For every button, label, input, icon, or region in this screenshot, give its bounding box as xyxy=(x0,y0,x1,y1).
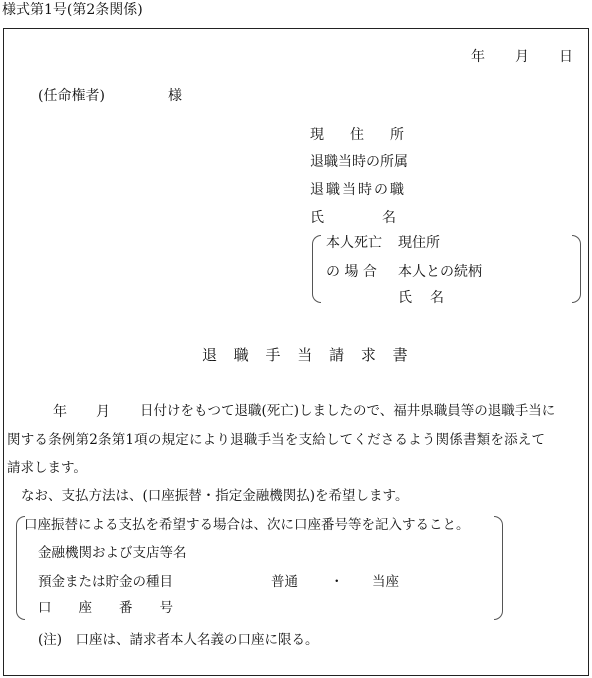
bank-instruction: 口座振替による支払を希望する場合は、次に口座番号等を記入すること。 xyxy=(24,517,470,533)
deposit-type-separator: ・ xyxy=(330,574,344,590)
body-line2: 関する条例第2条第1項の規定により退職手当を支給してくださるよう関係書類を添えて xyxy=(7,432,546,448)
applicant-name-label: 氏 名 xyxy=(310,210,400,226)
death-case-left-bracket xyxy=(312,235,321,303)
body-line4: なお、支払方法は、(口座振替・指定金融機関払)を希望します。 xyxy=(21,488,409,504)
date-month-label: 月 xyxy=(515,49,529,65)
form-number: 様式第1号(第2条関係) xyxy=(2,2,143,18)
date-day-label: 日 xyxy=(559,49,573,65)
body-year-label: 年 xyxy=(53,404,67,420)
date-year-label: 年 xyxy=(471,49,485,65)
note-text: (注) 口座は、請求者本人名義の口座に限る。 xyxy=(38,632,319,648)
current-address-label: 現 住 所 xyxy=(310,127,410,143)
death-case-address-label: 現住所 xyxy=(398,235,440,251)
dept-at-retirement-label: 退職当時の所属 xyxy=(310,154,408,170)
body-month-label: 月 xyxy=(96,404,110,420)
addressee-suffix: 様 xyxy=(168,88,182,104)
addressee-label: (任命権者) xyxy=(38,88,105,104)
account-number-label: 口 座 番 号 xyxy=(38,600,173,616)
death-case-relationship-label: 本人との続柄 xyxy=(398,264,482,280)
deposit-type-label: 預金または貯金の種目 xyxy=(38,574,173,590)
death-case-label-line2: の 場 合 xyxy=(326,264,377,280)
death-case-right-bracket xyxy=(572,235,581,303)
bank-box-right-bracket xyxy=(494,516,503,620)
body-line3: 請求します。 xyxy=(7,460,87,476)
deposit-type-checking: 当座 xyxy=(372,574,399,590)
death-case-label-line1: 本人死亡 xyxy=(326,235,382,251)
deposit-type-ordinary: 普通 xyxy=(271,574,298,590)
job-at-retirement-label: 退職当時の職 xyxy=(310,182,406,198)
death-case-name-label: 氏 名 xyxy=(398,290,446,306)
document-title: 退 職 手 当 請 求 書 xyxy=(202,346,414,364)
bank-branch-label: 金融機関および支店等名 xyxy=(38,545,187,561)
body-line1: 日付けをもつて退職(死亡)しましたので、福井県職員等の退職手当に xyxy=(140,403,556,419)
